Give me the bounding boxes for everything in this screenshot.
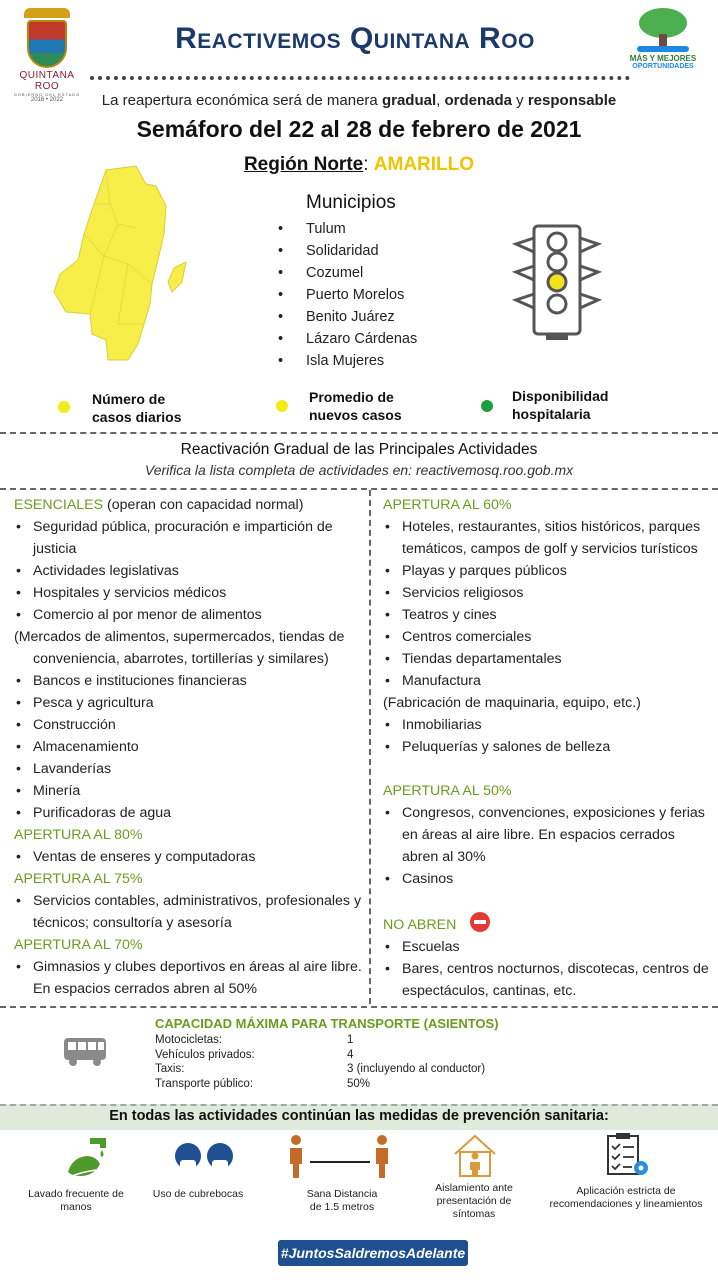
region-color-label: AMARILLO <box>373 154 475 175</box>
list-item: • Pesca y agricultura <box>14 692 366 714</box>
indicator-hospitalaria <box>512 387 608 423</box>
list-item: • Casinos <box>383 868 713 890</box>
transport-value: 1 <box>347 1034 354 1046</box>
tree-icon <box>637 8 689 52</box>
distance-icon <box>284 1134 396 1180</box>
municipio-name: Solidaridad <box>306 243 379 259</box>
list-item: • Construcción <box>14 714 366 736</box>
apertura-70-title: APERTURA AL 70% <box>14 937 143 953</box>
apertura-50-title: APERTURA AL 50% <box>383 783 512 799</box>
label-line: Aplicación estricta de <box>576 1185 676 1197</box>
indicator-casos-diarios <box>92 390 182 426</box>
label-line: presentación de <box>436 1195 512 1207</box>
apertura-60-title: APERTURA AL 60% <box>383 497 512 513</box>
list-item: • Lázaro Cárdenas <box>278 331 418 347</box>
note-text: (Mercados de alimentos, supermercados, tiendas de conveniencia, abarrotes, tortillerías y similares) <box>14 629 345 667</box>
crown-icon <box>24 8 70 18</box>
list-item: • Hospitales y servicios médicos <box>14 582 366 604</box>
intro-ordenada: ordenada <box>444 92 512 109</box>
handwash-icon <box>64 1136 112 1180</box>
section-divider <box>0 1006 718 1008</box>
indicator-nuevos-casos <box>309 388 402 424</box>
transport-value: 50% <box>347 1077 371 1090</box>
apertura-75-title: APERTURA AL 75% <box>14 871 143 887</box>
list-item: • Isla Mujeres <box>278 353 385 369</box>
region-map <box>48 164 198 364</box>
intro-responsable: responsable <box>527 92 617 109</box>
list-item: • Gimnasios y clubes deportivos en áreas al aire libre. En espacios cerrados abren al 50% <box>14 956 366 1000</box>
list-item: • Playas y parques públicos <box>383 560 713 582</box>
shield-icon <box>27 20 67 68</box>
label-line: de 1.5 metros <box>309 1201 375 1213</box>
list-item: • Actividades legislativas <box>14 560 366 582</box>
list-item: • Lavanderías <box>14 758 366 780</box>
right-activities-column <box>383 494 713 1002</box>
indicator-label: casos diarios <box>92 409 182 425</box>
region-colon: : <box>363 154 369 175</box>
no-abren-header <box>383 912 713 936</box>
logo-state-name: QUINTANA ROO <box>19 70 75 92</box>
esenciales-note2 <box>14 626 366 670</box>
activities-subtitle: Verifica la lista completa de actividades en: reactivemosq.roo.gob.mx <box>144 462 574 478</box>
prevention-label <box>144 1188 252 1201</box>
hospitalaria-dot <box>481 400 493 412</box>
list-item: • Teatros y cines <box>383 604 713 626</box>
municipios-list <box>278 218 417 372</box>
campaign-logo <box>622 8 704 84</box>
label-line: manos <box>60 1201 92 1213</box>
indicator-label: Número de <box>92 391 166 407</box>
list-item: • Servicios religiosos <box>383 582 713 604</box>
list-item: • Benito Juárez <box>278 309 395 325</box>
esenciales-title: ESENCIALES <box>14 497 104 513</box>
indicator-label: hospitalaria <box>512 406 591 422</box>
intro-text <box>0 92 718 109</box>
semaforo-title: Semáforo del 22 al 28 de febrero de 2021 <box>136 116 582 142</box>
transport-label: Vehículos privados: <box>155 1048 255 1061</box>
list-item: • Tiendas departamentales <box>383 648 713 670</box>
list-item: • Centros comerciales <box>383 626 713 648</box>
list-item: • Bancos e instituciones financieras <box>14 670 366 692</box>
label-line: Uso de cubrebocas <box>152 1188 244 1200</box>
casos-diarios-dot <box>58 401 70 413</box>
no-abren-title: NO ABREN <box>383 917 457 933</box>
list-item: • Seguridad pública, procuración e impartición de justicia <box>14 516 366 560</box>
municipio-name: Lázaro Cárdenas <box>306 331 418 347</box>
intro-sep1: , <box>436 92 445 109</box>
state-logo <box>8 8 86 103</box>
indicator-label: nuevos casos <box>309 407 402 423</box>
municipio-name: Puerto Morelos <box>306 287 405 303</box>
label-line: Sana Distancia <box>306 1188 378 1200</box>
logo-subtext: GOBIERNO DEL ESTADO <box>13 92 81 97</box>
prevention-label <box>290 1188 394 1214</box>
logo-line1: MÁS Y MEJORES <box>629 54 697 63</box>
transport-title: CAPACIDAD MÁXIMA PARA TRANSPORTE (ASIENTOS) <box>155 1016 499 1031</box>
intro-sep2: y <box>512 92 528 109</box>
label-line: Aislamiento ante <box>435 1182 513 1194</box>
logo-years: 2016 • 2022 <box>30 97 64 103</box>
activities-title: Reactivación Gradual de las Principales Actividades <box>180 441 538 458</box>
label-line: Lavado frecuente de <box>28 1188 124 1200</box>
municipio-name: Benito Juárez <box>306 309 395 325</box>
list-item: • Almacenamiento <box>14 736 366 758</box>
list-item: • Puerto Morelos <box>278 287 405 303</box>
checklist-icon <box>604 1132 652 1180</box>
mask-icon <box>172 1136 236 1180</box>
label-line: recomendaciones y lineamientos <box>549 1198 703 1210</box>
label-line: síntomas <box>452 1208 496 1220</box>
list-item: • Minería <box>14 780 366 802</box>
section-divider <box>0 488 718 490</box>
section-divider <box>0 432 718 434</box>
apertura-80-title: APERTURA AL 80% <box>14 827 143 843</box>
list-item: • Ventas de enseres y computadoras <box>14 846 366 868</box>
list-item: • Congresos, convenciones, exposiciones y ferias en áreas al aire libre. En espacios cerrados abren al 30% <box>383 802 713 868</box>
municipio-name: Cozumel <box>306 265 364 281</box>
transport-label: Transporte público: <box>155 1077 254 1090</box>
intro-gradual: gradual <box>381 92 437 109</box>
nuevos-casos-dot <box>276 400 288 412</box>
logo-line2: OPORTUNIDADES <box>632 63 694 70</box>
municipio-name: Tulum <box>306 221 346 237</box>
transport-value: 3 (incluyendo al conductor) <box>347 1063 486 1075</box>
title-divider <box>90 76 630 80</box>
list-item: • Peluquerías y salones de belleza <box>383 736 713 758</box>
indicator-label: Disponibilidad <box>512 388 609 404</box>
prevention-title: En todas las actividades continúan las medidas de prevención sanitaria: <box>109 1108 609 1124</box>
list-item: • Escuelas <box>383 936 713 958</box>
a60-note: (Fabricación de maquinaria, equipo, etc.) <box>383 695 641 711</box>
no-entry-icon <box>470 912 490 932</box>
traffic-light-icon <box>512 222 602 342</box>
bus-icon <box>62 1036 108 1068</box>
list-item: • Comercio al por menor de alimentos <box>14 604 366 626</box>
left-activities-column <box>14 494 366 1000</box>
prevention-label <box>538 1185 714 1211</box>
prevention-label <box>418 1182 530 1221</box>
list-item: • Bares, centros nocturnos, discotecas, centros de espectáculos, cantinas, etc. <box>383 958 713 1002</box>
esenciales-note: (operan con capacidad normal) <box>103 497 304 513</box>
list-item: • Solidaridad <box>278 243 379 259</box>
esenciales-header <box>14 494 366 516</box>
house-person-icon <box>452 1132 498 1178</box>
prevention-label <box>20 1188 132 1214</box>
list-item: • Cozumel <box>278 265 364 281</box>
transport-value: 4 <box>347 1048 354 1061</box>
transport-label: Motocicletas: <box>155 1034 223 1046</box>
hashtag-badge: #JuntosSaldremosAdelante <box>278 1240 468 1266</box>
indicator-label: Promedio de <box>309 389 394 405</box>
list-item: • Tulum <box>278 221 346 237</box>
intro-prefix: La reapertura económica será de manera <box>101 92 382 109</box>
spacer <box>383 758 713 780</box>
region-name: Región Norte <box>243 154 364 175</box>
list-item: • Purificadoras de agua <box>14 802 366 824</box>
municipio-name: Isla Mujeres <box>306 353 385 369</box>
municipios-title: Municipios <box>306 192 396 213</box>
list-item: • Hoteles, restaurantes, sitios históricos, parques temáticos, campos de golf y servicios turísticos <box>383 516 713 560</box>
list-item: • Inmobiliarias <box>383 714 713 736</box>
spacer <box>383 890 713 912</box>
list-item: • Servicios contables, administrativos, profesionales y técnicos; consultoría y asesoría <box>14 890 366 934</box>
page-title: Reactivemos Quintana Roo <box>175 22 535 55</box>
column-divider <box>369 490 371 1004</box>
transport-label: Taxis: <box>155 1063 185 1075</box>
list-item: • Manufactura <box>383 670 713 692</box>
